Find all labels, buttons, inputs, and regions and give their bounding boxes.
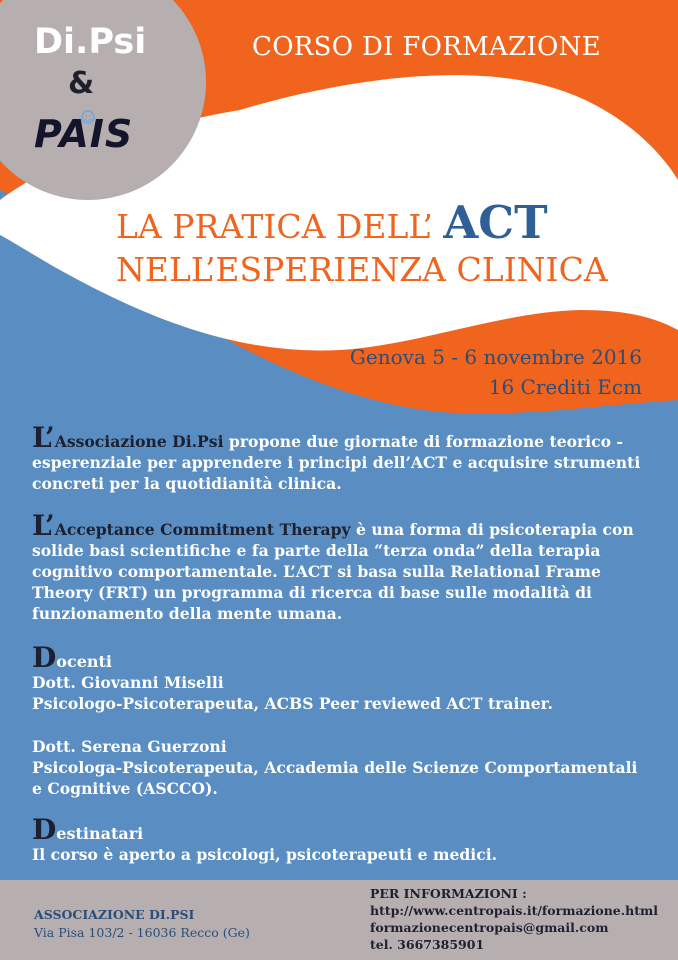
footer-org-name: ASSOCIAZIONE DI.PSI [34, 907, 195, 922]
logo-pais: PAIS [34, 112, 134, 156]
footer-website-link[interactable]: http://www.centropais.it/formazione.html [370, 903, 658, 918]
intro-org: Associazione Di.Psi [54, 432, 224, 451]
course-label: CORSO DI FORMAZIONE [252, 32, 601, 62]
act-text: è una forma di psicoterapia con solide basi scientifiche e fa parte della “terza onda” della terapia cognitivo comportamentale. L’ACT si basa sulla Relational Frame Theory (FRT) un programma di ricerca di base sulle modalità di funzionamento della mente umana. [32, 520, 634, 623]
event-dates: Genova 5 - 6 novembre 2016 [349, 345, 642, 369]
intro-paragraph [32, 421, 652, 494]
teacher-role: Psicologo-Psicoterapeuta, ACBS Peer reviewed ACT trainer. [32, 694, 553, 713]
docenti-dropcap: D [32, 641, 57, 674]
title-act: ACT [443, 196, 548, 249]
intro-dropcap: L’ [32, 421, 55, 454]
act-dropcap: L’ [32, 509, 55, 542]
docenti-heading-text: ocenti [56, 652, 112, 671]
act-paragraph [32, 509, 652, 624]
title-line-2: NELL’ESPERIENZA CLINICA [116, 250, 608, 289]
intro-text: propone due giornate di formazione teorico - esperenziale per apprendere i principi dell’ACT e acquisire strumenti concreti per la quotidianità clinica. [32, 432, 641, 493]
event-info [350, 342, 642, 402]
footer-info-label: PER INFORMAZIONI : [370, 886, 527, 901]
footer-address-block [34, 906, 250, 942]
event-credits: 16 Crediti Ecm [488, 375, 642, 399]
destinatari-dropcap: D [32, 813, 57, 846]
teacher-name: Dott. Serena Guerzoni [32, 737, 227, 756]
teacher-name: Dott. Giovanni Miselli [32, 673, 224, 692]
footer-phone: tel. 3667385901 [370, 937, 485, 952]
docenti-section [32, 641, 652, 799]
title-line-1 [116, 196, 548, 249]
destinatari-heading [32, 813, 652, 846]
destinatari-section [32, 813, 652, 865]
title-prefix: LA PRATICA DELL’ [116, 207, 444, 246]
destinatari-heading-text: estinatari [56, 824, 144, 843]
docenti-heading [32, 641, 652, 674]
teacher-role: Psicologa-Psicoterapeuta, Accademia delle Scienze Comportamentali e Cognitive (ASCCO). [32, 758, 638, 798]
footer-email-link[interactable]: formazionecentropais@gmail.com [370, 920, 609, 935]
footer-address: Via Pisa 103/2 - 16036 Recco (Ge) [34, 925, 250, 940]
logo-dipsi: Di.Psi [34, 22, 147, 62]
logo-ampersand: & [68, 66, 95, 101]
destinatari-text: Il corso è aperto a psicologi, psicoterapeuti e medici. [32, 845, 498, 864]
act-term: Acceptance Commitment Therapy [54, 520, 351, 539]
footer-contact-block [370, 885, 658, 953]
